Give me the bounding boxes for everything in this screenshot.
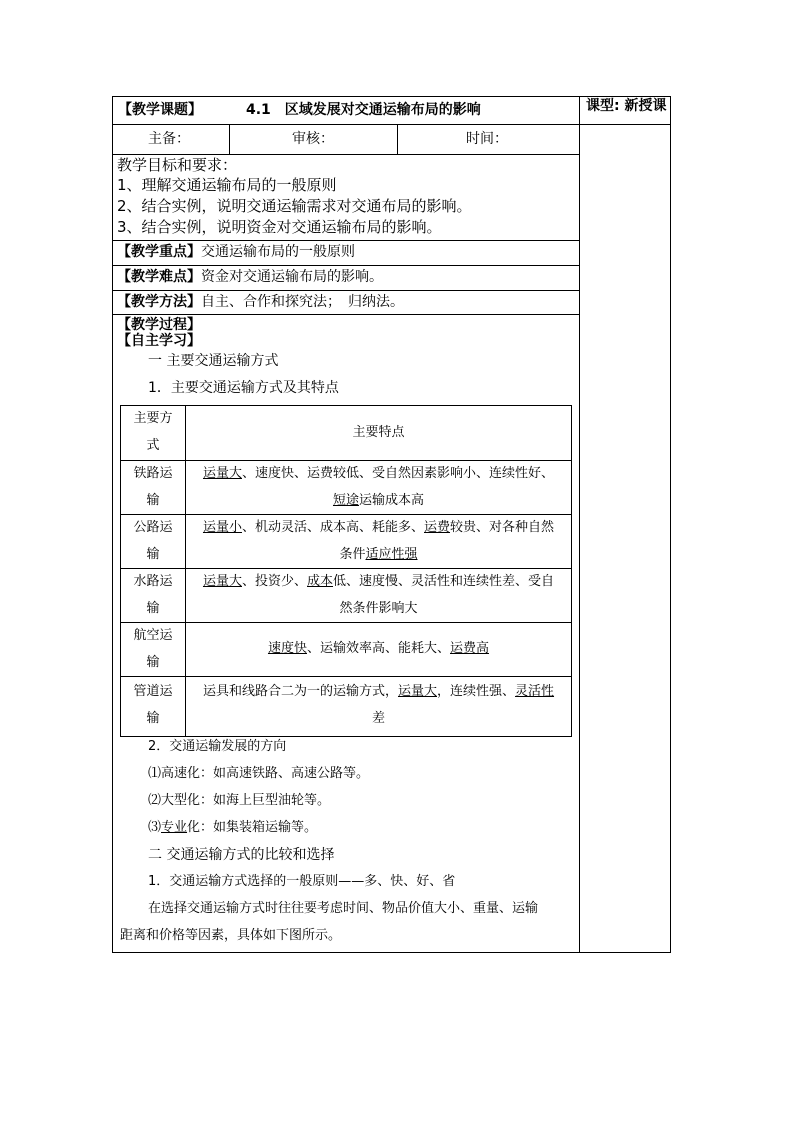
table-row-feature: 运量大、速度快、运费较低、受自然因素影响小、连续性好、 短途运输成本高 xyxy=(202,466,555,508)
objectives-divider xyxy=(112,240,580,241)
subsection-3-heading: 1．交通运输方式选择的一般原则——多、快、好、省 xyxy=(148,874,456,889)
process-label: 【教学过程】 xyxy=(117,317,201,333)
table-row-mode: 水路运 输 xyxy=(133,574,173,616)
table-row-feature: 运量大、投资少、成本低、速度慢、灵活性和连续性差、受自 然条件影响大 xyxy=(202,574,555,616)
paragraph-line: 在选择交通运输方式时往往要考虑时间、物品价值大小、重量、运输 xyxy=(148,901,539,916)
objective-item: 2、结合实例，说明交通运输需求对交通布局的影响。 xyxy=(117,197,472,215)
table-border xyxy=(120,622,572,623)
table-row-mode: 管道运 输 xyxy=(133,684,173,726)
subsection-2-heading: 2．交通运输发展的方向 xyxy=(148,739,287,754)
header-divider xyxy=(112,124,671,125)
section-1-heading: 一 主要交通运输方式 xyxy=(148,353,279,369)
difficulty-divider xyxy=(112,290,580,291)
right-column-divider xyxy=(579,96,580,953)
table-row-mode: 铁路运 输 xyxy=(133,466,173,508)
staff-divider-2 xyxy=(397,124,398,154)
table-border xyxy=(120,736,572,737)
key-point xyxy=(117,245,355,259)
table-border xyxy=(120,405,572,406)
staff-row-divider xyxy=(112,154,580,155)
table-row-mode: 航空运 输 xyxy=(133,628,173,670)
key-point-divider xyxy=(112,265,580,266)
table-border xyxy=(571,405,572,737)
method-text: 自主、合作和探究法； 归纳法。 xyxy=(201,294,404,310)
review-label: 审核： xyxy=(292,131,334,147)
table-border xyxy=(120,676,572,677)
direction-item: ⑴高速化：如高速铁路、高速公路等。 xyxy=(148,766,370,781)
staff-divider-1 xyxy=(229,124,230,154)
lesson-type: 课型: 新授课 xyxy=(586,98,667,114)
key-point-label: 【教学重点】 xyxy=(117,244,201,260)
objective-item: 1、理解交通运输布局的一般原则 xyxy=(117,176,337,194)
difficulty-label: 【教学难点】 xyxy=(117,269,201,285)
table-header-feature: 主要特点 xyxy=(352,425,405,440)
method-divider xyxy=(112,314,580,315)
subsection-1-heading: 1．主要交通运输方式及其特点 xyxy=(148,380,339,396)
method-label: 【教学方法】 xyxy=(117,294,201,310)
topic-title: 4.1 区域发展对交通运输布局的影响 xyxy=(246,102,481,118)
time-label: 时间： xyxy=(466,131,508,147)
self-study-label: 【自主学习】 xyxy=(117,333,201,349)
section-2-heading: 二 交通运输方式的比较和选择 xyxy=(148,847,335,863)
table-row-feature: 运量小、机动灵活、成本高、耗能多、运费较贵、对各种自然 条件适应性强 xyxy=(202,520,555,562)
table-row-mode: 公路运 输 xyxy=(133,520,173,562)
topic-label: 【教学课题】 xyxy=(118,102,202,118)
difficulty-text: 资金对交通运输布局的影响。 xyxy=(201,269,383,285)
method xyxy=(117,295,404,309)
table-row-feature: 速度快、运输效率高、能耗大、运费高 xyxy=(267,641,490,656)
paragraph-line: 距离和价格等因素，具体如下图所示。 xyxy=(120,928,342,943)
direction-item: ⑵大型化：如海上巨型油轮等。 xyxy=(148,793,331,808)
host-label: 主备： xyxy=(148,131,190,147)
table-row-feature: 运具和线路合二为一的运输方式，运量大，连续性强、灵活性 差 xyxy=(202,684,555,726)
difficulty xyxy=(117,270,383,284)
direction-item: ⑶专业化：如集装箱运输等。 xyxy=(148,820,318,835)
table-header-mode: 主要方 式 xyxy=(133,411,173,453)
key-point-text: 交通运输布局的一般原则 xyxy=(201,244,355,260)
objective-item: 3、结合实例，说明资金对交通运输布局的影响。 xyxy=(117,218,442,236)
objectives-heading: 教学目标和要求： xyxy=(117,156,238,174)
